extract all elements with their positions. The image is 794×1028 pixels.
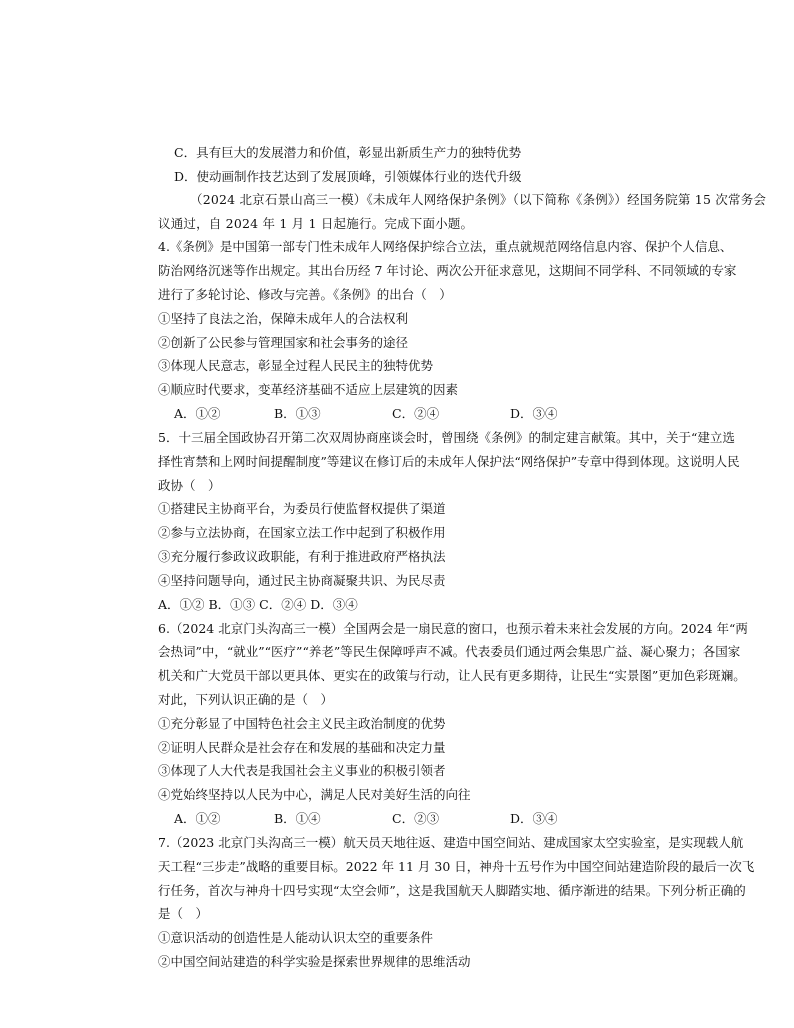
q4-option-c[interactable]: C．②④ [392, 406, 440, 421]
q7-stem-line-1: 7.（2023 北京门头沟高三一模）航天员天地往返、建造中国空间站、建成国家太空实验室，是实现载人航 [158, 835, 744, 850]
q7-item-1: ①意识活动的创造性是人能动认识太空的重要条件 [158, 930, 434, 945]
q7-item-2: ②中国空间站建造的科学实验是探索世界规律的思维活动 [158, 954, 471, 969]
q7-stem-line-3: 行任务，首次与神舟十四号实现“太空会师”，这是我国航天人脚踏实地、循序渐进的结果。下列分析正确的 [158, 883, 746, 898]
q4-stem-line-1: 4.《条例》是中国第一部专门性未成年人网络保护综合立法，重点就规范网络信息内容、保护个人信息、 [158, 239, 733, 254]
q4-item-2: ②创新了公民参与管理国家和社会事务的途径 [158, 335, 409, 350]
q4-item-3: ③体现人民意志，彰显全过程人民民主的独特优势 [158, 358, 434, 373]
q6-stem-line-2: 会热词”中，“就业”“医疗”“养老”等民生保障呼声不减。代表委员们通过两会集思广益、凝心聚力；各国家 [158, 644, 741, 659]
q5-stem-line-1: 5．十三届全国政协召开第二次双周协商座谈会时，曾围绕《条例》的制定建言献策。其中，关于“建立选 [158, 430, 735, 445]
q6-item-2: ②证明人民群众是社会存在和发展的基础和决定力量 [158, 740, 446, 755]
q7-stem-line-2: 天工程“三步走”战略的重要目标。2022 年 11 月 30 日，神舟十五号作为中国空间站建造阶段的最后一次飞 [158, 859, 755, 874]
q5-item-3: ③充分履行参政议政职能，有利于推进政府严格执法 [158, 549, 446, 564]
option-d-text: D．使动画制作技艺达到了发展顶峰，引领媒体行业的迭代升级 [174, 169, 522, 184]
q6-option-a[interactable]: A．①② [174, 811, 221, 826]
q5-stem-line-3: 政协（ ） [158, 478, 221, 493]
q4-stem-line-2: 防治网络沉迷等作出规定。其出台历经 7 年讨论、两次公开征求意见，这期间不同学科、不同领域的专家 [158, 263, 737, 278]
q6-item-3: ③体现了人大代表是我国社会主义事业的积极引领者 [158, 763, 446, 778]
q5-item-4: ④坚持问题导向，通过民主协商凝聚共识、为民尽责 [158, 573, 446, 588]
intro-line-2: 议通过，自 2024 年 1 月 1 日起施行。完成下面小题。 [158, 216, 474, 231]
q4-option-d[interactable]: D．③④ [510, 406, 558, 421]
q4-option-a[interactable]: A．①② [174, 406, 221, 421]
q5-item-2: ②参与立法协商，在国家立法工作中起到了积极作用 [158, 525, 446, 540]
q6-stem-line-4: 对此，下列认识正确的是（ ） [158, 692, 334, 707]
intro-line-1: （2024 北京石景山高三一模）《未成年人网络保护条例》（以下简称《条例》）经国务院第 15 次常务会 [190, 192, 767, 207]
q6-stem-line-3: 机关和广大党员干部以更具体、更实在的政策与行动，让人民有更多期待，让民生“实景图”更加色彩斑斓。 [158, 668, 746, 683]
q6-option-b[interactable]: B．①④ [274, 811, 321, 826]
q5-stem-line-2: 择性宵禁和上网时间提醒制度”等建议在修订后的未成年人保护法“网络保护”专章中得到体现。这说明人民 [158, 454, 740, 469]
q5-item-1: ①搭建民主协商平台，为委员行使监督权提供了渠道 [158, 501, 446, 516]
q6-item-1: ①充分彰显了中国特色社会主义民主政治制度的优势 [158, 716, 446, 731]
q4-stem-line-3: 进行了多轮讨论、修改与完善。《条例》的出台（ ） [158, 287, 452, 302]
q4-item-4: ④顺应时代要求，变革经济基础不适应上层建筑的因素 [158, 382, 459, 397]
q6-item-4: ④党始终坚持以人民为中心，满足人民对美好生活的向往 [158, 787, 471, 802]
q7-stem-line-4: 是（ ） [158, 906, 209, 921]
q5-options[interactable]: A．①② B．①③ C．②④ D．③④ [158, 597, 358, 612]
q4-item-1: ①坚持了良法之治，保障未成年人的合法权利 [158, 311, 409, 326]
option-c-text: C．具有巨大的发展潜力和价值，彰显出新质生产力的独特优势 [174, 145, 522, 160]
q6-option-c[interactable]: C．②③ [392, 811, 440, 826]
q6-option-d[interactable]: D．③④ [510, 811, 558, 826]
q4-option-b[interactable]: B．①③ [274, 406, 321, 421]
q6-stem-line-1: 6.（2024 北京门头沟高三一模）全国两会是一扇民意的窗口，也预示着未来社会发展的方向。2024 年“两 [158, 621, 748, 636]
